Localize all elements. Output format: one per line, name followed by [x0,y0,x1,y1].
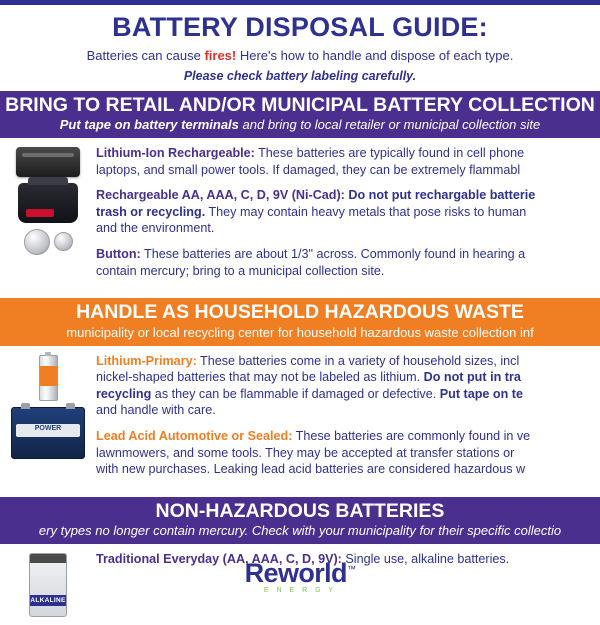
coin-cell-small [54,232,73,251]
section-subtitle-retail-bold: Put tape on battery terminals [59,118,239,133]
entry-lead-acid-line-3: with new purchases. Leaking lead acid batteries are considered hazardous w [96,462,526,477]
trademark-symbol: ™ [346,564,356,574]
entry-rechargeable-line-3: and the environment. [96,221,215,236]
section-band-retail [0,91,600,138]
subtitle-part-1: Batteries can cause [86,48,205,64]
battery-brand-text: POWER [34,424,62,432]
retail-images-column [0,145,96,288]
nine-volt-label-text: ALKALINE [30,597,66,605]
section-subtitle-nonhazardous: ery types no longer contain mercury. Check with your municipality for their specific collectio [38,524,562,539]
entry-lithium-primary-text-1: These batteries come in a variety of household sizes, incl [196,353,520,368]
drill-battery-image [18,183,78,223]
page-title: BATTERY DISPOSAL GUIDE: [112,12,488,42]
entry-lithium-primary-bold-2: Do not put in tra [423,370,521,385]
retail-text-column [96,145,600,288]
entry-lead-acid [96,428,600,478]
entry-lithium-primary-line-3 [96,386,600,403]
cell-label-band [40,366,57,386]
hazardous-images-column [0,353,96,487]
entry-lithium-ion-line-2: laptops, and small power tools. If damaged, they can be extremely flammabl [96,162,521,177]
section-title-hazardous: HANDLE AS HOUSEHOLD HAZARDOUS WASTE [76,301,524,324]
section-title-retail: BRING TO RETAIL AND/OR MUNICIPAL BATTERY COLLECTION [5,93,595,116]
entry-lithium-ion-line-1 [96,145,600,162]
footer [0,558,600,594]
entry-lithium-primary [96,353,600,419]
entry-lead-acid-text-1: These batteries are commonly found in ve [292,429,531,444]
entry-lithium-primary-line-1 [96,353,600,370]
entry-rechargeable-lead: Rechargeable AA, AAA, C, D, 9V (Ni-Cad): [96,188,345,203]
section-subtitle-retail-rest: and bring to local retailer or municipal collection site [238,118,541,133]
entry-lithium-primary-line-4: and handle with care. [96,403,216,418]
entry-lithium-ion-text-1: These batteries are typically found in cell phone [254,145,525,160]
section-subtitle-hazardous: municipality or local recycling center for household hazardous waste collection inf [66,325,534,340]
section-title-nonhazardous: NON-HAZARDOUS BATTERIES [155,499,445,522]
entry-lithium-primary-text-2: nickel-shaped batteries that may not be labeled as lithium. [96,370,424,385]
entry-lithium-primary-text-3: as they can be flammable if damaged or defective. [151,386,440,401]
entry-lithium-ion-lead: Lithium-Ion Rechargeable: [96,145,255,160]
section-band-hazardous [0,298,600,345]
entry-rechargeable [96,187,600,237]
entry-button [96,246,600,279]
coin-cell-large [24,229,50,255]
battery-terminal-right [66,403,75,409]
entry-rechargeable-text-1: Do not put rechargable batterie [344,188,536,203]
reworld-logo-subtext: E N E R G Y [263,587,337,594]
top-rule-divider [0,0,600,5]
battery-terminal-left [21,403,30,409]
entry-lithium-primary-lead: Lithium-Primary: [96,353,197,368]
lithium-primary-cell-image [39,355,58,401]
hazardous-text-column [96,353,600,487]
entry-lithium-primary-bold-3a: recycling [96,386,152,401]
entry-lead-acid-line-1 [96,428,600,445]
section-subtitle-retail [0,118,600,138]
button-cell-image [24,229,73,255]
reworld-logo [245,558,356,589]
lead-acid-car-battery-image [11,407,85,459]
entry-button-lead: Button: [96,247,141,262]
entry-rechargeable-text-2: They may contain heavy metals that pose risks to human [205,204,527,219]
entry-rechargeable-bold-2: trash or recycling. [96,204,206,219]
subtitle-part-2: Here's how to handle and dispose of each type. [236,48,514,64]
entry-lithium-primary-line-2 [96,369,600,386]
subtitle-warning-fires: fires! [204,48,237,64]
reworld-logo-text: Reworld [244,558,347,588]
entry-lead-acid-line-2: lawnmowers, and some tools. They may be accepted at transfer stations or [96,445,515,460]
entry-lithium-primary-bold-3b: Put tape on te [439,386,523,401]
entry-button-text-1: These batteries are about 1/3" across. Commonly found in hearing a [140,247,526,262]
page-subtitle [0,48,600,64]
entry-button-line-1 [96,246,600,263]
entry-rechargeable-line-2 [96,204,600,221]
section-body-hazardous [0,346,600,489]
page-subtitle-secondary: Please check battery labeling carefully. [183,68,417,83]
entry-traditional-text-1: Single use, alkaline batteries. [341,552,510,567]
section-band-nonhazardous [0,497,600,544]
entry-lead-acid-lead: Lead Acid Automotive or Sealed: [96,429,293,444]
section-body-retail [0,138,600,290]
lithium-ion-pack-image [16,147,80,177]
entry-rechargeable-line-1 [96,187,600,204]
entry-traditional-lead: Traditional Everyday (AA, AAA, C, D, 9V): [96,552,342,567]
entry-lithium-ion [96,145,600,178]
entry-button-line-2: contain mercury; bring to a municipal collection site. [96,263,385,278]
